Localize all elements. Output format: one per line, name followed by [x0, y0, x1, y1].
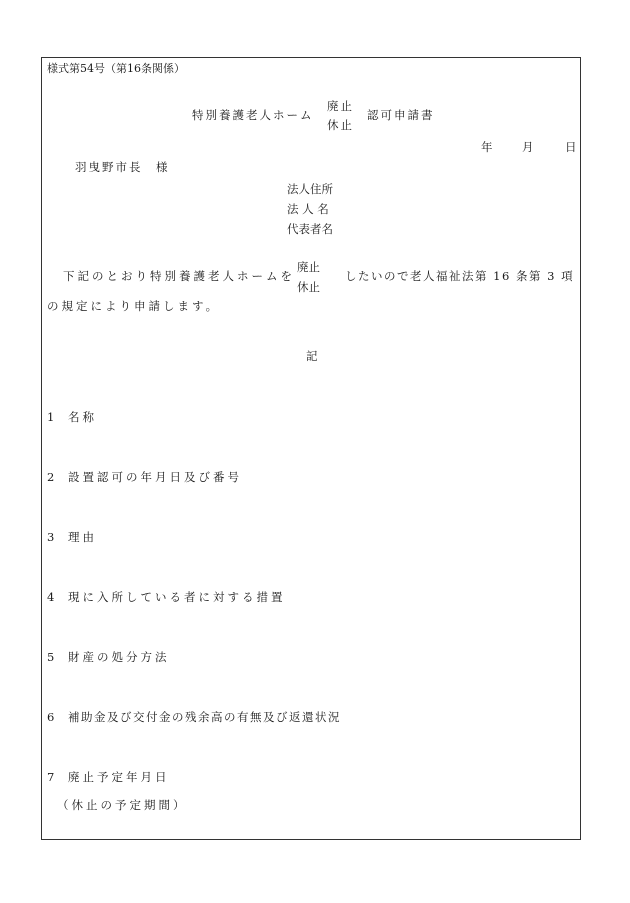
item-6-label: 補助金及び交付金の残余高の有無及び返還状況: [68, 710, 341, 724]
item-6-number: 6: [47, 710, 55, 724]
item-2-number: 2: [47, 470, 55, 484]
item-4-number: 4: [47, 590, 55, 604]
item-1-label: 名称: [68, 410, 97, 424]
body-line1-prefix: 下記のとおり特別養護老人ホームを: [63, 269, 295, 283]
item-3-label: 理由: [68, 530, 97, 544]
applicant-representative-label: 代表者名: [287, 222, 333, 236]
addressee-name: 羽曳野市長: [75, 160, 143, 174]
item-1-number: 1: [47, 410, 55, 424]
title-option-suspend: 休止: [327, 118, 354, 132]
applicant-name-label: 法 人 名: [287, 202, 329, 216]
item-5-label: 財産の処分方法: [68, 650, 170, 664]
addressee-honorific: 様: [156, 160, 168, 174]
form-number: 様式第54号（第16条関係）: [47, 62, 185, 75]
body-option-suspend: 休止: [297, 280, 320, 294]
ki-marker: 記: [306, 349, 318, 363]
item-5-number: 5: [47, 650, 55, 664]
title-suffix: 認可申請書: [367, 108, 435, 122]
item-4-label: 現に入所している者に対する措置: [68, 590, 286, 604]
body-option-abolish: 廃止: [297, 260, 320, 274]
title-prefix: 特別養護老人ホーム: [192, 108, 314, 122]
title-option-abolish: 廃止: [327, 99, 354, 113]
date-year: 年: [481, 140, 493, 154]
item-7-label: 廃止予定年月日: [68, 770, 170, 784]
date-day: 日: [565, 140, 577, 154]
applicant-address-label: 法人住所: [287, 182, 333, 196]
date-month: 月: [522, 140, 534, 154]
body-line1-suffix: したいので老人福祉法第 16 条第 3 項: [345, 269, 575, 283]
item-2-label: 設置認可の年月日及び番号: [68, 470, 242, 484]
item-3-number: 3: [47, 530, 55, 544]
body-line2: の規定により申請します。: [47, 299, 221, 313]
item-7-number: 7: [47, 770, 55, 784]
item-7-sub: （休止の予定期間）: [57, 798, 188, 812]
